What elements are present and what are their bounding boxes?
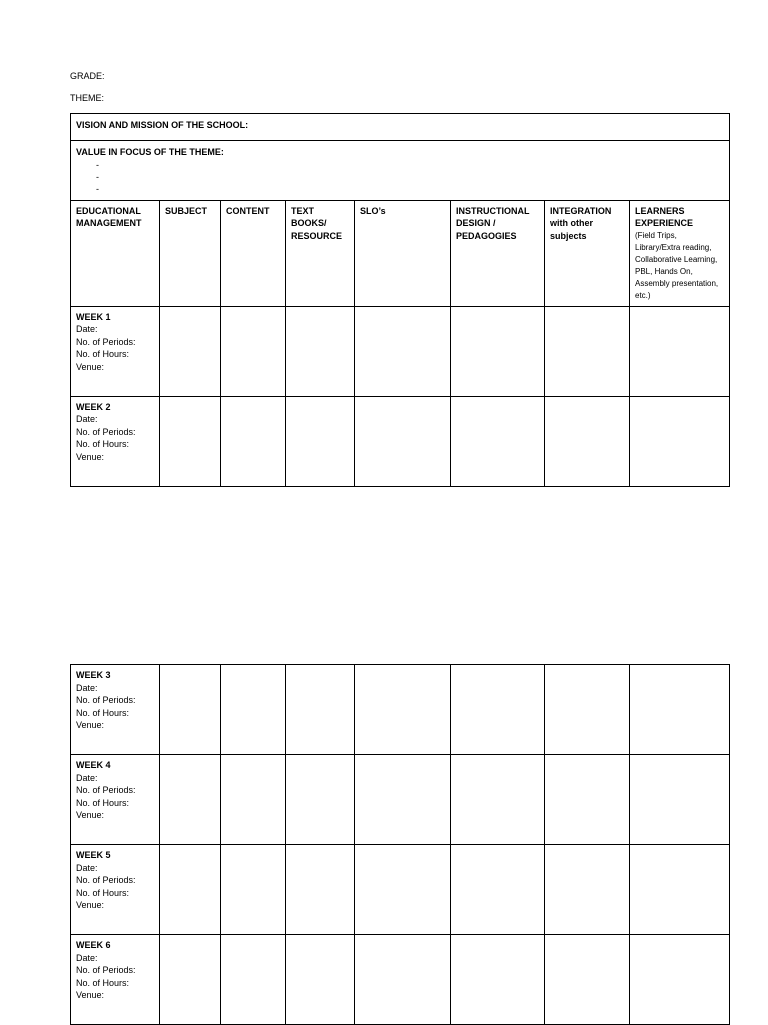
week-info-cell — [71, 396, 160, 486]
week-title: WEEK 6 — [76, 940, 111, 950]
table-cell[interactable] — [355, 845, 451, 935]
week-row — [71, 935, 730, 1025]
col-integration — [545, 200, 630, 306]
week-row — [71, 755, 730, 845]
table-cell[interactable] — [221, 935, 286, 1025]
table-cell[interactable] — [630, 935, 730, 1025]
week-periods-label: No. of Periods: — [76, 336, 136, 347]
table-cell[interactable] — [221, 755, 286, 845]
week-hours-label: No. of Hours: — [76, 707, 130, 718]
value-in-focus-cell — [71, 141, 730, 201]
week-date-label: Date: — [76, 324, 98, 334]
table-cell[interactable] — [160, 396, 221, 486]
week-date-label: Date: — [76, 414, 98, 424]
week-date-label: Date: — [76, 682, 98, 693]
value-bullet-list — [76, 159, 724, 195]
col-integration-title: INTEGRATION — [550, 205, 612, 216]
week-venue-label: Venue: — [76, 720, 105, 730]
week-title: WEEK 4 — [76, 760, 111, 770]
week-info-cell — [71, 935, 160, 1025]
col-learners-note: (Field Trips, Library/Extra reading, Collaborative Learning, PBL, Hands On, Assembly presentation, etc.) — [635, 230, 719, 300]
week-periods-label: No. of Periods: — [76, 785, 136, 795]
table-cell[interactable] — [630, 665, 730, 755]
col-learners-title: LEARNERS EXPERIENCE — [635, 205, 694, 228]
value-bullet: - — [96, 183, 99, 194]
week-hours-label: No. of Hours: — [76, 797, 130, 808]
week-periods-label: No. of Periods: — [76, 426, 136, 437]
table-cell[interactable] — [286, 755, 355, 845]
value-in-focus-label: VALUE IN FOCUS OF THE THEME: — [76, 147, 224, 157]
table-cell[interactable] — [451, 755, 545, 845]
week-title: WEEK 1 — [76, 311, 111, 322]
table-cell[interactable] — [355, 306, 451, 396]
week-row — [71, 845, 730, 935]
col-slos: SLO’s — [355, 200, 451, 306]
week-title: WEEK 2 — [76, 401, 111, 412]
col-text-books: TEXT BOOKS/ RESOURCE — [286, 200, 355, 306]
lesson-plan-table-page-1 — [70, 113, 730, 487]
week-date-label: Date: — [76, 862, 98, 873]
value-bullet: - — [96, 159, 99, 170]
table-cell[interactable] — [286, 935, 355, 1025]
table-cell[interactable] — [286, 665, 355, 755]
week-info-cell — [71, 306, 160, 396]
table-cell[interactable] — [545, 845, 630, 935]
table-cell[interactable] — [630, 845, 730, 935]
table-cell[interactable] — [221, 665, 286, 755]
table-cell[interactable] — [286, 306, 355, 396]
table-cell[interactable] — [221, 396, 286, 486]
table-cell[interactable] — [451, 665, 545, 755]
table-cell[interactable] — [160, 306, 221, 396]
table-cell[interactable] — [545, 755, 630, 845]
table-cell[interactable] — [451, 845, 545, 935]
col-learners-experience — [630, 200, 730, 306]
week-venue-label: Venue: — [76, 990, 105, 1000]
table-cell[interactable] — [630, 755, 730, 845]
week-venue-label: Venue: — [76, 451, 105, 462]
value-bullet: - — [96, 171, 99, 182]
table-cell[interactable] — [545, 306, 630, 396]
table-cell[interactable] — [630, 396, 730, 486]
table-cell[interactable] — [545, 665, 630, 755]
week-hours-label: No. of Hours: — [76, 887, 130, 898]
lesson-plan-table-page-2 — [70, 664, 730, 1025]
week-periods-label: No. of Periods: — [76, 695, 136, 705]
col-subject: SUBJECT — [160, 200, 221, 306]
table-cell[interactable] — [160, 665, 221, 755]
table-cell[interactable] — [221, 306, 286, 396]
week-row — [71, 306, 730, 396]
week-hours-label: No. of Hours: — [76, 977, 130, 988]
week-row — [71, 665, 730, 755]
table-cell[interactable] — [355, 935, 451, 1025]
week-venue-label: Venue: — [76, 361, 105, 372]
table-cell[interactable] — [630, 306, 730, 396]
week-info-cell — [71, 755, 160, 845]
week-info-cell — [71, 665, 160, 755]
week-info-cell — [71, 845, 160, 935]
week-date-label: Date: — [76, 952, 98, 963]
col-integration-rest: with other subjects — [550, 218, 593, 241]
theme-label: THEME: — [70, 93, 105, 103]
table-cell[interactable] — [355, 396, 451, 486]
table-cell[interactable] — [451, 935, 545, 1025]
week-periods-label: No. of Periods: — [76, 875, 136, 885]
week-periods-label: No. of Periods: — [76, 965, 136, 975]
table-cell[interactable] — [545, 396, 630, 486]
vision-mission-cell — [71, 114, 730, 141]
week-hours-label: No. of Hours: — [76, 439, 130, 449]
table-cell[interactable] — [355, 665, 451, 755]
week-date-label: Date: — [76, 772, 98, 783]
col-content: CONTENT — [221, 200, 286, 306]
week-title: WEEK 5 — [76, 850, 111, 860]
col-educational-management: EDUCATIONAL MANAGEMENT — [71, 200, 160, 306]
table-cell[interactable] — [286, 396, 355, 486]
table-cell[interactable] — [355, 755, 451, 845]
table-cell[interactable] — [160, 935, 221, 1025]
table-cell[interactable] — [451, 306, 545, 396]
table-cell[interactable] — [451, 396, 545, 486]
table-cell[interactable] — [160, 845, 221, 935]
week-row — [71, 396, 730, 486]
week-venue-label: Venue: — [76, 810, 105, 820]
week-venue-label: Venue: — [76, 900, 105, 910]
vision-mission-label: VISION AND MISSION OF THE SCHOOL: — [76, 120, 249, 130]
grade-label: GRADE: — [70, 71, 105, 81]
week-hours-label: No. of Hours: — [76, 349, 130, 359]
table-cell[interactable] — [221, 845, 286, 935]
table-cell[interactable] — [160, 755, 221, 845]
column-header-row — [71, 200, 730, 306]
week-title: WEEK 3 — [76, 670, 111, 680]
table-cell[interactable] — [286, 845, 355, 935]
col-instructional-design: INSTRUCTIONAL DESIGN / PEDAGOGIES — [451, 200, 545, 306]
table-cell[interactable] — [545, 935, 630, 1025]
